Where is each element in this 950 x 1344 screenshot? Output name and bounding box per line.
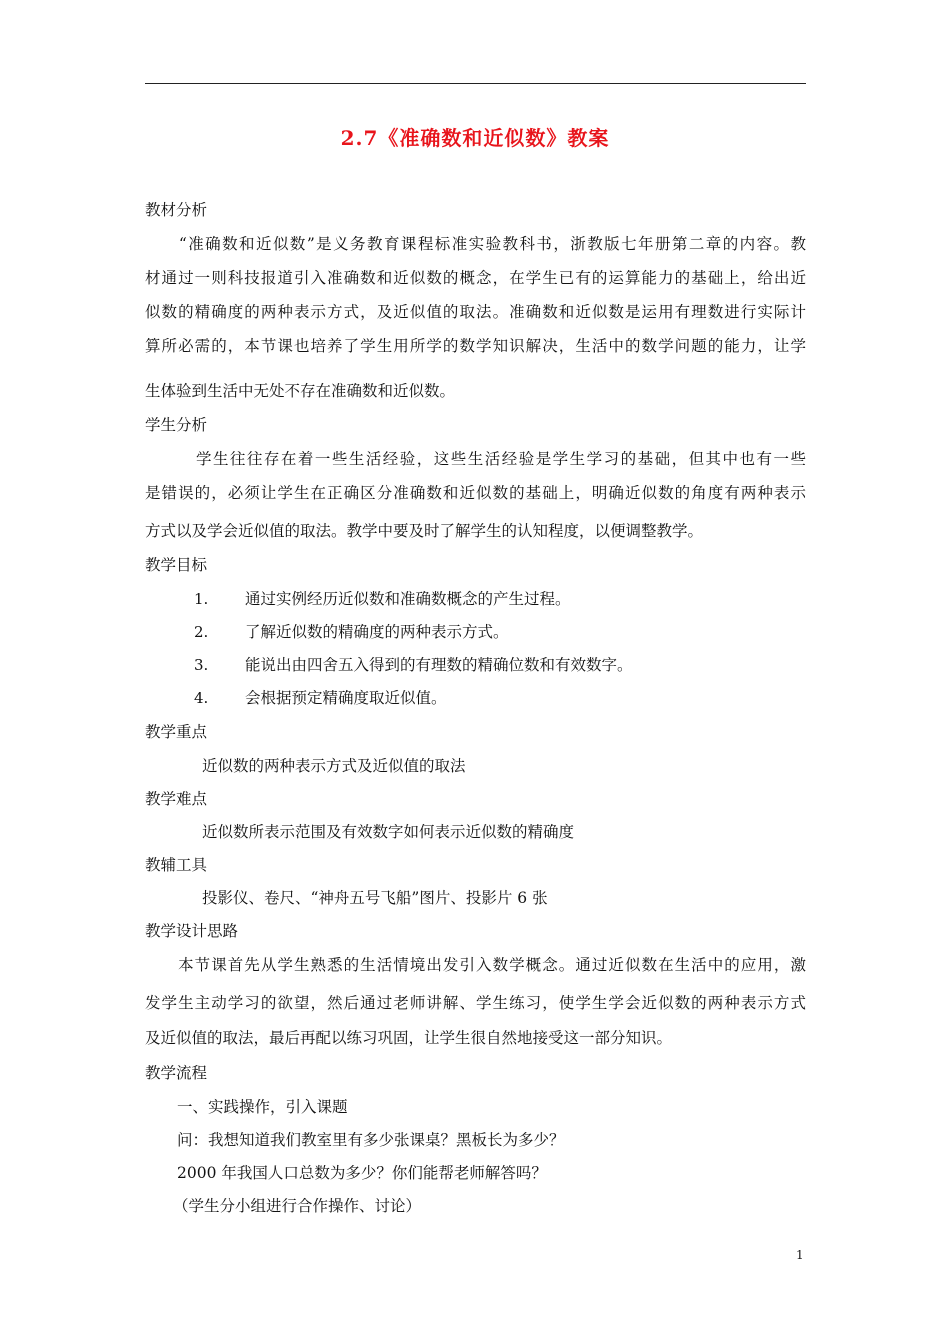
page-title: 2.7《准确数和近似数》教案 <box>340 126 610 150</box>
paragraph-line: 本节课首先从学生熟悉的生活情境出发引入数学概念。通过近似数在生活中的应用，激 <box>145 956 806 974</box>
list-item: 会根据预定精确度取近似值。 <box>245 689 447 707</box>
section-heading: 教学重点 <box>145 723 208 741</box>
section-heading: 教材分析 <box>145 201 208 219</box>
section-heading: 教学流程 <box>145 1064 208 1082</box>
list-item-number: 4. <box>194 689 209 707</box>
section-heading: 学生分析 <box>145 416 208 434</box>
list-item: 通过实例经历近似数和准确数概念的产生过程。 <box>245 590 571 608</box>
list-item-number: 3. <box>194 656 209 674</box>
section-heading: 教学设计思路 <box>145 922 239 940</box>
paragraph-line: 及近似值的取法，最后再配以练习巩固，让学生很自然地接受这一部分知识。 <box>145 1029 673 1047</box>
paragraph-line: 材通过一则科技报道引入准确数和近似数的概念，在学生已有的运算能力的基础上，给出近 <box>145 269 806 287</box>
list-item: 能说出由四舍五入得到的有理数的精确位数和有效数字。 <box>245 656 633 674</box>
paragraph-line: 2000 年我国人口总数为多少？你们能帮老师解答吗？ <box>177 1164 547 1182</box>
paragraph-line: 发学生主动学习的欲望，然后通过老师讲解、学生练习，使学生学会近似数的两种表示方式 <box>145 994 806 1012</box>
list-item-number: 1. <box>194 590 209 608</box>
paragraph-line: （学生分小组进行合作操作、讨论） <box>173 1197 422 1215</box>
paragraph-line: 是错误的，必须让学生在正确区分准确数和近似数的基础上，明确近似数的角度有两种表示 <box>145 484 806 502</box>
paragraph-line: 算所必需的，本节课也培养了学生用所学的数学知识解决，生活中的数学问题的能力，让学 <box>145 337 806 355</box>
section-heading: 教辅工具 <box>145 856 208 874</box>
header-rule <box>145 83 806 84</box>
section-heading: 教学目标 <box>145 556 208 574</box>
paragraph-line: “准确数和近似数”是义务教育课程标准实验教科书，浙教版七年册第二章的内容。教 <box>145 235 806 253</box>
page-number: 1 <box>796 1248 804 1262</box>
paragraph-line: 生体验到生活中无处不存在准确数和近似数。 <box>145 382 456 400</box>
paragraph-line: 近似数所表示范围及有效数字如何表示近似数的精确度 <box>202 823 575 841</box>
paragraph-line: 近似数的两种表示方式及近似值的取法 <box>202 757 466 775</box>
list-item-number: 2. <box>194 623 209 641</box>
list-item: 了解近似数的精确度的两种表示方式。 <box>245 623 509 641</box>
paragraph-line: 投影仪、卷尺、“神舟五号飞船”图片、投影片 6 张 <box>202 889 548 907</box>
paragraph-line: 一、实践操作，引入课题 <box>177 1098 348 1116</box>
paragraph-line: 似数的精确度的两种表示方式，及近似值的取法。准确数和近似数是运用有理数进行实际计 <box>145 303 806 321</box>
paragraph-line: 方式以及学会近似值的取法。教学中要及时了解学生的认知程度，以便调整教学。 <box>145 522 704 540</box>
paragraph-line: 学生往往存在着一些生活经验，这些生活经验是学生学习的基础，但其中也有一些 <box>145 450 806 468</box>
paragraph-line: 问：我想知道我们教室里有多少张课桌？黑板长为多少？ <box>177 1131 565 1149</box>
section-heading: 教学难点 <box>145 790 208 808</box>
